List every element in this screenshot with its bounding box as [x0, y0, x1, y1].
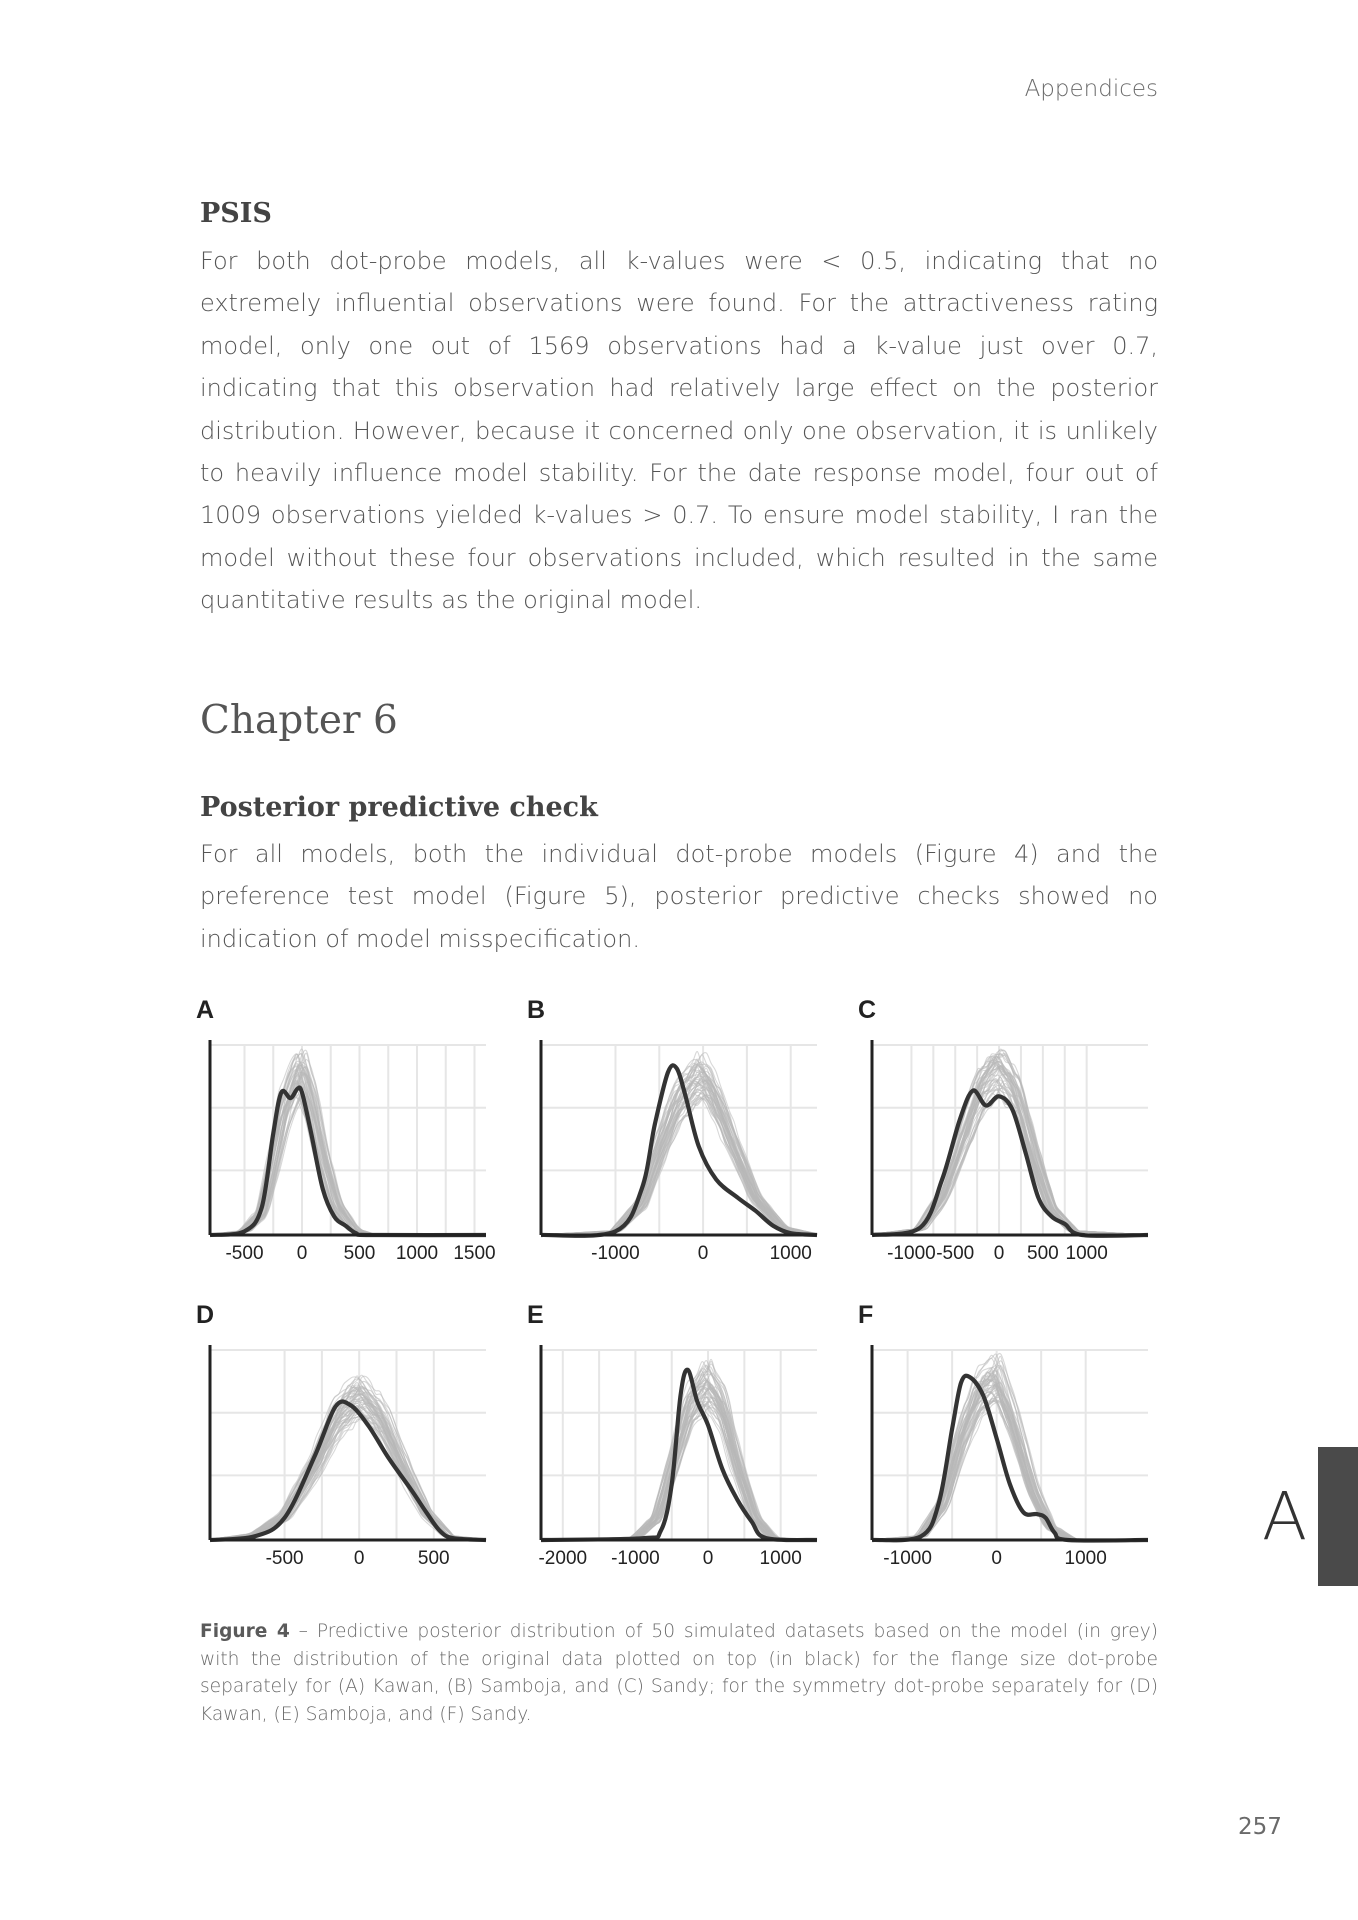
- x-tick-label: 1000: [759, 1548, 802, 1569]
- simulated-curve: [210, 1066, 486, 1235]
- simulated-curve: [210, 1062, 486, 1235]
- simulated-curve: [541, 1069, 817, 1235]
- chart-svg-f: [858, 1300, 1148, 1594]
- chapter-title: Chapter 6: [200, 698, 398, 743]
- x-tick-label: 1000: [395, 1243, 439, 1264]
- grid: [210, 1350, 486, 1540]
- simulated-curve: [541, 1070, 817, 1235]
- simulated-curve: [872, 1066, 1148, 1235]
- x-tick-label: 0: [702, 1548, 714, 1569]
- x-tick-label: -1000: [611, 1548, 660, 1569]
- simulated-curve: [210, 1069, 486, 1235]
- caption-text: – Predictive posterior distribution of 50 simulated datasets based on the model (in grey) with the distribution of the original data plotted on top (in black) for the flange size dot-probe separately for (A) Kawan, (B) Samboja, and (C) Sandy; for the symmetry dot-probe separately for (D) Kawan, (E) Samboja, and (F) Sandy.: [200, 1621, 1158, 1725]
- simulated-curve: [872, 1090, 1148, 1235]
- chart-panel-e: [527, 1300, 817, 1594]
- simulated-curve: [210, 1073, 486, 1236]
- panel-letter: C: [858, 996, 877, 1024]
- ppc-paragraph: For all models, both the individual dot-probe models (Figure 4) and the preference test model (Figure 5), posterior predictive checks showed no indication of model misspecification.: [200, 840, 1158, 953]
- simulated-curve: [210, 1063, 486, 1235]
- simulated-curve: [872, 1373, 1148, 1540]
- chart-panel-d: [196, 1300, 486, 1594]
- x-tick-label: 500: [417, 1548, 450, 1569]
- simulated-curve: [872, 1088, 1148, 1235]
- simulated-curve: [210, 1053, 486, 1235]
- x-tick-label: -1000: [591, 1243, 640, 1264]
- simulated-curve: [872, 1097, 1148, 1235]
- simulated-curve: [872, 1095, 1148, 1235]
- simulated-curve: [872, 1066, 1148, 1235]
- chart-panel-a: [196, 995, 496, 1289]
- observed-curve: [872, 1090, 1148, 1235]
- simulated-curve: [210, 1061, 486, 1235]
- x-tick-label: -500: [225, 1243, 264, 1264]
- simulated-curve: [541, 1067, 817, 1235]
- chart-panel-f: [858, 1300, 1148, 1594]
- simulated-curve: [872, 1371, 1148, 1540]
- simulated-curve: [210, 1065, 486, 1235]
- simulated-curve: [872, 1374, 1148, 1540]
- simulated-curve: [210, 1053, 486, 1235]
- panel-letter: A: [196, 996, 215, 1024]
- simulated-curve: [210, 1050, 486, 1235]
- x-tick-label: -500: [265, 1548, 304, 1569]
- running-header: Appendices: [1024, 76, 1158, 102]
- simulated-series: [872, 1049, 1148, 1235]
- simulated-curve: [541, 1068, 817, 1235]
- simulated-curve: [872, 1090, 1148, 1235]
- grid: [872, 1350, 1148, 1540]
- simulated-curve: [210, 1404, 486, 1540]
- x-tick-label: 0: [991, 1548, 1002, 1569]
- psis-paragraph: For both dot-probe models, all k-values were < 0.5, indicating that no extremely influential observations were found. For the attractiveness rating model, only one out of 1569 observations had a k-value just over 0.7, indicating that this observation had relatively large effect on the posterior distribution. However, because it concerned only one observation, it is unlikely to heavily influence model stability. For the date response model, four out of 1009 observations yielded k-values > 0.7. To ensure model stability, I ran the model without these four observations included, which resulted in the same quantitative results as the original model.: [200, 247, 1158, 615]
- simulated-curve: [210, 1388, 486, 1540]
- simulated-curve: [210, 1417, 486, 1540]
- simulated-curve: [210, 1414, 486, 1540]
- simulated-curve: [541, 1080, 817, 1235]
- simulated-curve: [210, 1054, 486, 1235]
- simulated-curve: [210, 1415, 486, 1540]
- section-title-ppc: Posterior predictive check: [200, 792, 598, 823]
- simulated-series: [210, 1049, 486, 1235]
- simulated-curve: [210, 1060, 486, 1235]
- chart-svg-d: [196, 1300, 486, 1594]
- x-tick-label: 0: [993, 1243, 1005, 1264]
- simulated-curve: [872, 1096, 1148, 1235]
- simulated-curve: [210, 1408, 486, 1540]
- simulated-curve: [541, 1055, 817, 1235]
- simulated-curve: [210, 1054, 486, 1235]
- page-number: 257: [1238, 1814, 1282, 1840]
- x-tick-label: 1500: [453, 1243, 496, 1264]
- simulated-curve: [210, 1065, 486, 1235]
- chart-panel-c: [858, 995, 1148, 1289]
- simulated-curve: [210, 1072, 486, 1235]
- simulated-curve: [210, 1376, 486, 1540]
- simulated-curve: [872, 1066, 1148, 1235]
- simulated-curve: [210, 1049, 486, 1235]
- simulated-curve: [210, 1067, 486, 1235]
- x-tick-label: 1000: [1065, 1243, 1108, 1264]
- x-tick-label: -2000: [538, 1548, 588, 1569]
- panel-letter: F: [858, 1301, 874, 1329]
- x-tick-label: 500: [343, 1243, 376, 1264]
- simulated-curve: [872, 1095, 1148, 1235]
- simulated-curve: [872, 1066, 1148, 1235]
- simulated-curve: [872, 1096, 1148, 1235]
- x-tick-label: 0: [353, 1548, 365, 1569]
- x-tick-label: 0: [296, 1243, 308, 1264]
- simulated-curve: [210, 1070, 486, 1235]
- simulated-series: [872, 1353, 1148, 1540]
- simulated-curve: [872, 1370, 1148, 1540]
- x-tick-label: 1000: [769, 1243, 812, 1264]
- simulated-curve: [210, 1073, 486, 1235]
- simulated-curve: [210, 1055, 486, 1236]
- simulated-curve: [210, 1065, 486, 1235]
- simulated-curve: [210, 1416, 486, 1540]
- caption-label: Figure 4: [200, 1621, 290, 1642]
- x-tick-label: -1000: [883, 1548, 932, 1569]
- simulated-curve: [210, 1068, 486, 1235]
- chart-svg-b: [527, 995, 817, 1289]
- grid: [210, 1045, 486, 1235]
- chapter-tab-letter: A: [1262, 1478, 1308, 1555]
- panel-letter: D: [196, 1301, 215, 1329]
- chart-svg-a: [196, 995, 496, 1289]
- simulated-curve: [872, 1371, 1148, 1540]
- simulated-curve: [210, 1067, 486, 1235]
- simulated-curve: [872, 1058, 1148, 1235]
- simulated-curve: [872, 1372, 1148, 1540]
- panel-letter: E: [527, 1301, 544, 1329]
- simulated-series: [210, 1375, 486, 1540]
- chapter-tab: [1318, 1447, 1358, 1586]
- chart-svg-e: [527, 1300, 817, 1594]
- simulated-curve: [210, 1068, 486, 1235]
- chart-panel-b: [527, 995, 817, 1289]
- x-tick-label: 500: [1027, 1243, 1059, 1264]
- figure-caption: [200, 1618, 1158, 1728]
- x-tick-label: -500: [936, 1243, 975, 1264]
- panel-letter: B: [527, 996, 546, 1024]
- x-tick-label: 0: [697, 1243, 709, 1264]
- simulated-curve: [210, 1392, 486, 1540]
- section-title-psis: PSIS: [200, 198, 272, 229]
- chart-svg-c: [858, 995, 1148, 1289]
- x-tick-label: 1000: [1064, 1548, 1107, 1569]
- simulated-curve: [210, 1073, 486, 1235]
- simulated-curve: [210, 1054, 486, 1235]
- x-tick-label: -1000: [887, 1243, 936, 1264]
- simulated-curve: [210, 1072, 486, 1235]
- simulated-curve: [210, 1417, 486, 1540]
- simulated-curve: [210, 1065, 486, 1235]
- simulated-series: [541, 1359, 817, 1540]
